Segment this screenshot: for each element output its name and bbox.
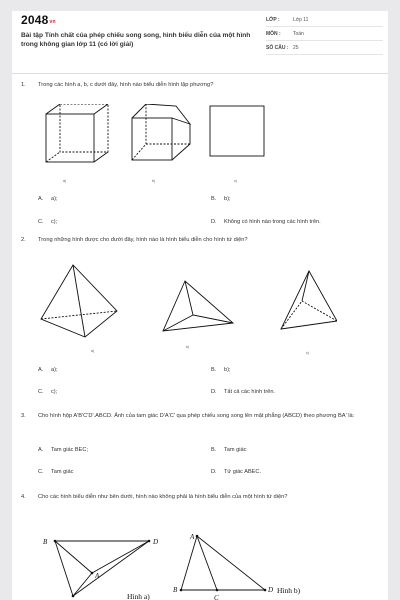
caption-b: b) [186,345,190,349]
q2-option-d[interactable]: D. Tất cả các hình trên. [211,389,275,395]
q3-option-b[interactable]: B. Tam giác [211,447,247,453]
q3-option-c[interactable]: C. Tam giác [38,469,74,475]
q2-option-a[interactable]: A. a); [38,367,58,373]
q4-figures [37,530,337,600]
label-b: B [43,538,48,546]
caption-c: c) [234,179,237,183]
header-divider [12,73,388,74]
label-d: D [268,586,274,594]
caption-hinh-a: Hình a) [127,592,150,600]
q1-option-b[interactable]: B. b); [211,196,231,202]
caption-c: c) [306,351,309,355]
q2-figures [37,263,337,345]
caption-b: b) [152,179,156,183]
label-d: D [153,538,159,546]
caption-a: a) [91,349,95,353]
label-b: B [173,586,178,594]
q2-option-b[interactable]: B. b); [211,367,231,373]
caption-hinh-b: Hình b) [277,586,301,595]
label-a: A [190,533,195,541]
page-title: Bài tập Tính chất của phép chiếu song song, hình biểu diễn của một hình trong không gian lớp 11 (có lời giải) [21,32,251,48]
caption-a: a) [63,179,67,183]
q2-option-c[interactable]: C. c); [38,389,58,395]
header [21,11,381,77]
label-a: A [95,572,100,580]
label-c: C [214,594,219,600]
worksheet-page: 2048vn Bài tập Tính chất của phép chiếu song song, hình biểu diễn của một hình trong không gian lớp 11 (có lời giải) LỚP : Lớp 11 MÔN : Toán SỐ CÂU : 25 1. Trong các hình a, b, c dưới đây, hình nào biểu diễn hình lập phương? a) b) c) A. a); B. b); C. c); D. Không có hình nào trong các hình trên. 2. Trong những hình được cho dưới đây, hình nào là hình biểu diễn cho hình tứ diện? a) b) c) A. a); B. b); C. c); D. Tất cả các hình trên. 3. Cho hình hộp A'B'C'D'.ABCD. Ảnh của tam giác D'A'C' qua phép chiếu song song lên mặt phẳng (ABCD) theo phương BA' là: A. Tam giác BEC; B. Tam giác C. Tam giác D. Tứ giác ABEC. 4. Cho các hình biểu diễn như bên dưới, hình nào không phải là hình biểu diễn của một hình tứ diện? B D A A B C D Hình a) Hình b) [12,11,388,600]
meta-grade: LỚP : Lớp 11 [266,15,383,27]
meta-question-count: SỐ CÂU : 25 [266,43,383,55]
q3-option-d[interactable]: D. Tứ giác ABEC. [211,469,262,475]
site-logo[interactable]: 2048vn [21,13,56,27]
q1-option-a[interactable]: A. a); [38,196,58,202]
q1-option-c[interactable]: C. c); [38,219,58,225]
q1-figure-c [208,104,268,164]
q1-figures [42,104,212,176]
meta-subject: MÔN : Toán [266,29,383,41]
q3-option-a[interactable]: A. Tam giác BEC; [38,447,88,453]
q1-option-d[interactable]: D. Không có hình nào trong các hình trên. [211,219,321,225]
